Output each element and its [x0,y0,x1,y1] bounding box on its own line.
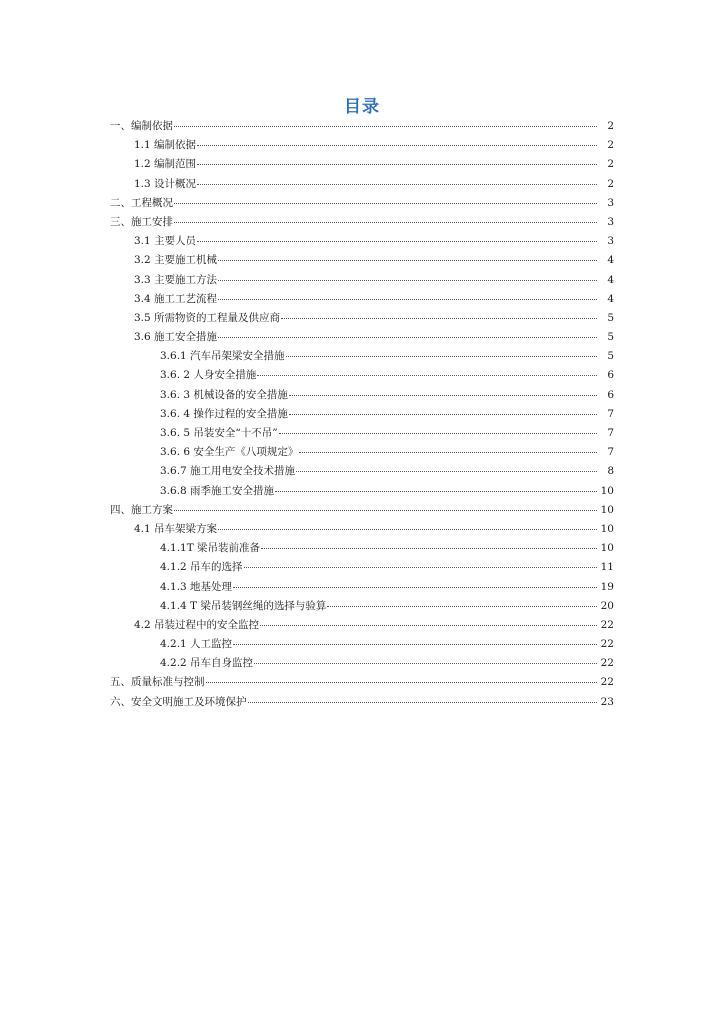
toc-page-number: 11 [600,561,614,574]
toc-entry-text: 3.2 主要施工机械 [134,254,218,267]
toc-entry-text: 一、编制依据 [110,120,173,132]
toc-entry-text: 3.3 主要施工方法 [134,273,218,286]
toc-entry-text: 3.4 施工工艺流程 [134,292,218,305]
toc-page-number: 10 [600,542,614,555]
toc-leader-dots [289,383,597,396]
toc-entry-text: 3.6.1 汽车吊架梁安全措施 [160,350,285,363]
toc-page-number: 3 [607,215,614,228]
toc-page-number: 7 [607,407,614,420]
toc-entry-text: 3.6.8 雨季施工安全措施 [160,484,275,497]
toc-leader-dots [275,479,597,492]
toc-leader-dots [233,575,597,588]
toc-entry-text: 3.6. 2 人身安全措施 [160,369,257,382]
toc-page-number: 7 [607,427,614,439]
toc-leader-dots [174,498,597,511]
toc-page-number: 10 [600,503,614,516]
toc-page-number: 22 [600,676,614,689]
toc-page-number: 10 [600,522,614,535]
toc-entry-text: 3.6. 6 安全生产《八项规定》 [160,446,299,459]
toc-entry-text: 3.1 主要人员 [134,235,197,248]
toc-entry-text: 4.1.4 T 梁吊装钢丝绳的选择与验算 [160,599,327,612]
toc-page-number: 2 [607,120,614,132]
toc-entry-text: 4.2.2 吊车自身监控 [160,657,254,670]
toc-page-number: 5 [607,311,614,324]
toc-entry[interactable] [0,692,724,711]
toc-entry-text: 3.6. 3 机械设备的安全措施 [160,388,288,401]
toc-leader-dots [218,268,597,281]
toc-leader-dots [218,248,597,261]
toc-entry-text: 3.6 施工安全措施 [134,331,218,344]
toc-page-number: 22 [600,657,614,670]
toc-entry-text: 4.1.1T 梁吊装前准备 [160,542,261,555]
toc-leader-dots [206,670,598,683]
toc-page-number: 5 [607,350,614,363]
toc-entry-text: 1.1 编制依据 [134,139,197,152]
toc-page-number: 7 [607,446,614,459]
toc-leader-dots [286,344,597,357]
toc-leader-dots [289,402,597,415]
toc-list [0,116,724,711]
toc-leader-dots [218,325,597,338]
toc-title: 目录 [344,97,380,117]
toc-leader-dots [197,229,597,242]
toc-entry-text: 1.2 编制范围 [134,158,197,171]
toc-leader-dots [281,306,597,319]
toc-entry-text: 四、施工方案 [110,503,173,516]
toc-leader-dots [299,440,597,453]
toc-page-number: 23 [600,695,614,708]
toc-entry-text: 二、工程概况 [110,196,173,209]
toc-page-number: 3 [607,196,614,209]
toc-entry-text: 六、安全文明施工及环境保护 [110,695,247,708]
toc-leader-dots [218,287,597,300]
toc-entry-text: 3.5 所需物资的工程量及供应商 [134,311,281,324]
toc-leader-dots [261,536,597,549]
toc-leader-dots [218,517,597,530]
toc-page-number: 10 [600,484,614,497]
toc-leader-dots [279,421,597,434]
toc-entry-text: 4.1 吊车架梁方案 [134,522,218,535]
toc-page-number: 5 [607,331,614,344]
toc-entry-text: 五、质量标准与控制 [110,676,205,689]
toc-page-number: 2 [607,139,614,152]
toc-page-number: 8 [607,465,614,478]
toc-page-number: 4 [607,273,614,286]
toc-page-number: 19 [600,580,614,593]
toc-leader-dots [257,363,597,376]
toc-leader-dots [197,172,597,185]
toc-page-number: 2 [607,177,614,190]
toc-leader-dots [197,133,597,146]
toc-page-number: 6 [607,388,614,401]
toc-leader-dots [197,152,597,165]
toc-entry-text: 4.2.1 人工监控 [160,638,233,651]
toc-page-number: 22 [600,618,614,631]
toc-leader-dots [174,210,597,223]
toc-entry-text: 1.3 设计概况 [134,177,197,190]
toc-entry-text: 3.6. 5 吊装安全“十不吊” [160,427,278,439]
toc-entry-text: 3.6. 4 操作过程的安全措施 [160,407,288,420]
toc-page-number: 2 [607,158,614,171]
toc-leader-dots [244,555,597,568]
toc-entry-text: 三、施工安排 [110,215,173,228]
toc-entry-text: 3.6.7 施工用电安全技术措施 [160,465,296,478]
toc-leader-dots [233,632,597,645]
toc-leader-dots [248,690,598,703]
toc-entry-text: 4.2 吊装过程中的安全监控 [134,618,260,631]
toc-leader-dots [254,651,597,664]
toc-page-number: 4 [607,254,614,267]
toc-leader-dots [327,594,597,607]
toc-leader-dots [296,459,597,472]
toc-leader-dots [174,191,597,204]
toc-entry-text: 4.1.3 地基处理 [160,580,233,593]
toc-leader-dots [260,613,597,626]
toc-leader-dots [174,114,597,127]
toc-page-number: 22 [600,638,614,651]
toc-page-number: 6 [607,369,614,382]
toc-page-number: 3 [607,235,614,248]
toc-entry-text: 4.1.2 吊车的选择 [160,561,243,574]
toc-page-number: 20 [600,599,614,612]
toc-page-number: 4 [607,292,614,305]
